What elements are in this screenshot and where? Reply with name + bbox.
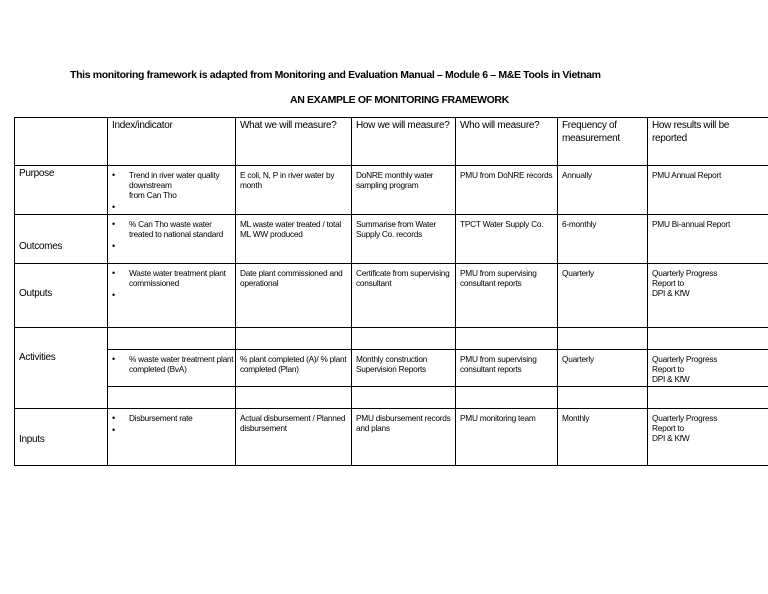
bullet-item: • Disbursement rate	[112, 413, 235, 423]
header-reported: How results will be reported	[648, 118, 768, 166]
indicator-cell-inputs	[108, 409, 236, 466]
empty-cell	[648, 328, 768, 350]
bullet-item: • Trend in river water quality downstream from Can Tho	[112, 170, 235, 200]
empty-cell	[648, 387, 768, 409]
frequency-cell-inputs: Monthly	[558, 409, 648, 466]
header-level	[15, 118, 108, 166]
empty-cell	[236, 328, 352, 350]
indicator-cell-outcomes	[108, 215, 236, 264]
row-purpose	[15, 166, 768, 215]
what-cell-activities: % plant completed (A)/ % plant completed (Plan)	[236, 350, 352, 387]
monitoring-framework-table	[14, 117, 768, 466]
empty-cell	[558, 387, 648, 409]
how-cell-activities: Monthly construction Supervision Reports	[352, 350, 456, 387]
empty-cell	[108, 387, 236, 409]
indicator-cell-purpose	[108, 166, 236, 215]
empty-cell	[456, 328, 558, 350]
what-cell-outputs: Date plant commissioned and operational	[236, 264, 352, 328]
who-cell-outputs: PMU from supervising consultant reports	[456, 264, 558, 328]
reported-cell-inputs: Quarterly Progress Report to DPI & KfW	[648, 409, 768, 466]
empty-cell	[558, 328, 648, 350]
who-cell-activities: PMU from supervising consultant reports	[456, 350, 558, 387]
row-inputs	[15, 409, 768, 466]
how-cell-inputs: PMU disbursement records and plans	[352, 409, 456, 466]
bullet-item: • % Can Tho waste water treated to national standard	[112, 219, 235, 239]
reported-cell-purpose: PMU Annual Report	[648, 166, 768, 215]
bullet-item	[112, 290, 235, 300]
row-outcomes	[15, 215, 768, 264]
what-cell-purpose: E coli, N, P in river water by month	[236, 166, 352, 215]
reported-cell-outcomes: PMU Bi-annual Report	[648, 215, 768, 264]
bullet-item: • % waste water treatment plant completed (BvA)	[112, 354, 235, 374]
how-cell-outcomes: Summarise from Water Supply Co. records	[352, 215, 456, 264]
what-cell-outcomes: ML waste water treated / total ML WW produced	[236, 215, 352, 264]
row-outputs	[15, 264, 768, 328]
row-activities-spacer	[15, 328, 768, 350]
bullet-item: • Waste water treatment plant commissioned	[112, 268, 235, 288]
empty-cell	[352, 328, 456, 350]
what-cell-inputs: Actual disbursement / Planned disbursement	[236, 409, 352, 466]
header-what: What we will measure?	[236, 118, 352, 166]
who-cell-purpose: PMU from DoNRE records	[456, 166, 558, 215]
bullet-item	[112, 241, 235, 251]
header-frequency: Frequency of measurement	[558, 118, 648, 166]
who-cell-inputs: PMU monitoring team	[456, 409, 558, 466]
empty-cell	[456, 387, 558, 409]
page-title: AN EXAMPLE OF MONITORING FRAMEWORK	[290, 94, 509, 106]
frequency-cell-outputs: Quarterly	[558, 264, 648, 328]
how-cell-outputs: Certificate from supervising consultant	[352, 264, 456, 328]
empty-cell	[108, 328, 236, 350]
empty-cell	[236, 387, 352, 409]
header-indicator: Index/indicator	[108, 118, 236, 166]
reported-cell-activities: Quarterly Progress Report to DPI & KfW	[648, 350, 768, 387]
intro-text: This monitoring framework is adapted from Monitoring and Evaluation Manual – Module 6 – M&E Tools in Vietnam	[70, 69, 601, 81]
indicator-cell-activities	[108, 350, 236, 387]
frequency-cell-activities: Quarterly	[558, 350, 648, 387]
row-label-outcomes: Outcomes	[15, 215, 108, 264]
indicator-cell-outputs	[108, 264, 236, 328]
how-cell-purpose: DoNRE monthly water sampling program	[352, 166, 456, 215]
header-how: How we will measure?	[352, 118, 456, 166]
who-cell-outcomes: TPCT Water Supply Co.	[456, 215, 558, 264]
bullet-item	[112, 202, 235, 212]
bullet-item	[112, 425, 235, 435]
header-who: Who will measure?	[456, 118, 558, 166]
row-label-inputs: Inputs	[15, 409, 108, 466]
row-activities-spacer-bottom	[15, 387, 768, 409]
reported-cell-outputs: Quarterly Progress Report to DPI & KfW	[648, 264, 768, 328]
header-row	[15, 118, 768, 166]
frequency-cell-outcomes: 6-monthly	[558, 215, 648, 264]
empty-cell	[352, 387, 456, 409]
frequency-cell-purpose: Annually	[558, 166, 648, 215]
row-label-purpose: Purpose	[15, 166, 108, 215]
row-label-outputs: Outputs	[15, 264, 108, 328]
row-activities	[15, 350, 768, 387]
row-label-activities: Activities	[15, 328, 108, 409]
